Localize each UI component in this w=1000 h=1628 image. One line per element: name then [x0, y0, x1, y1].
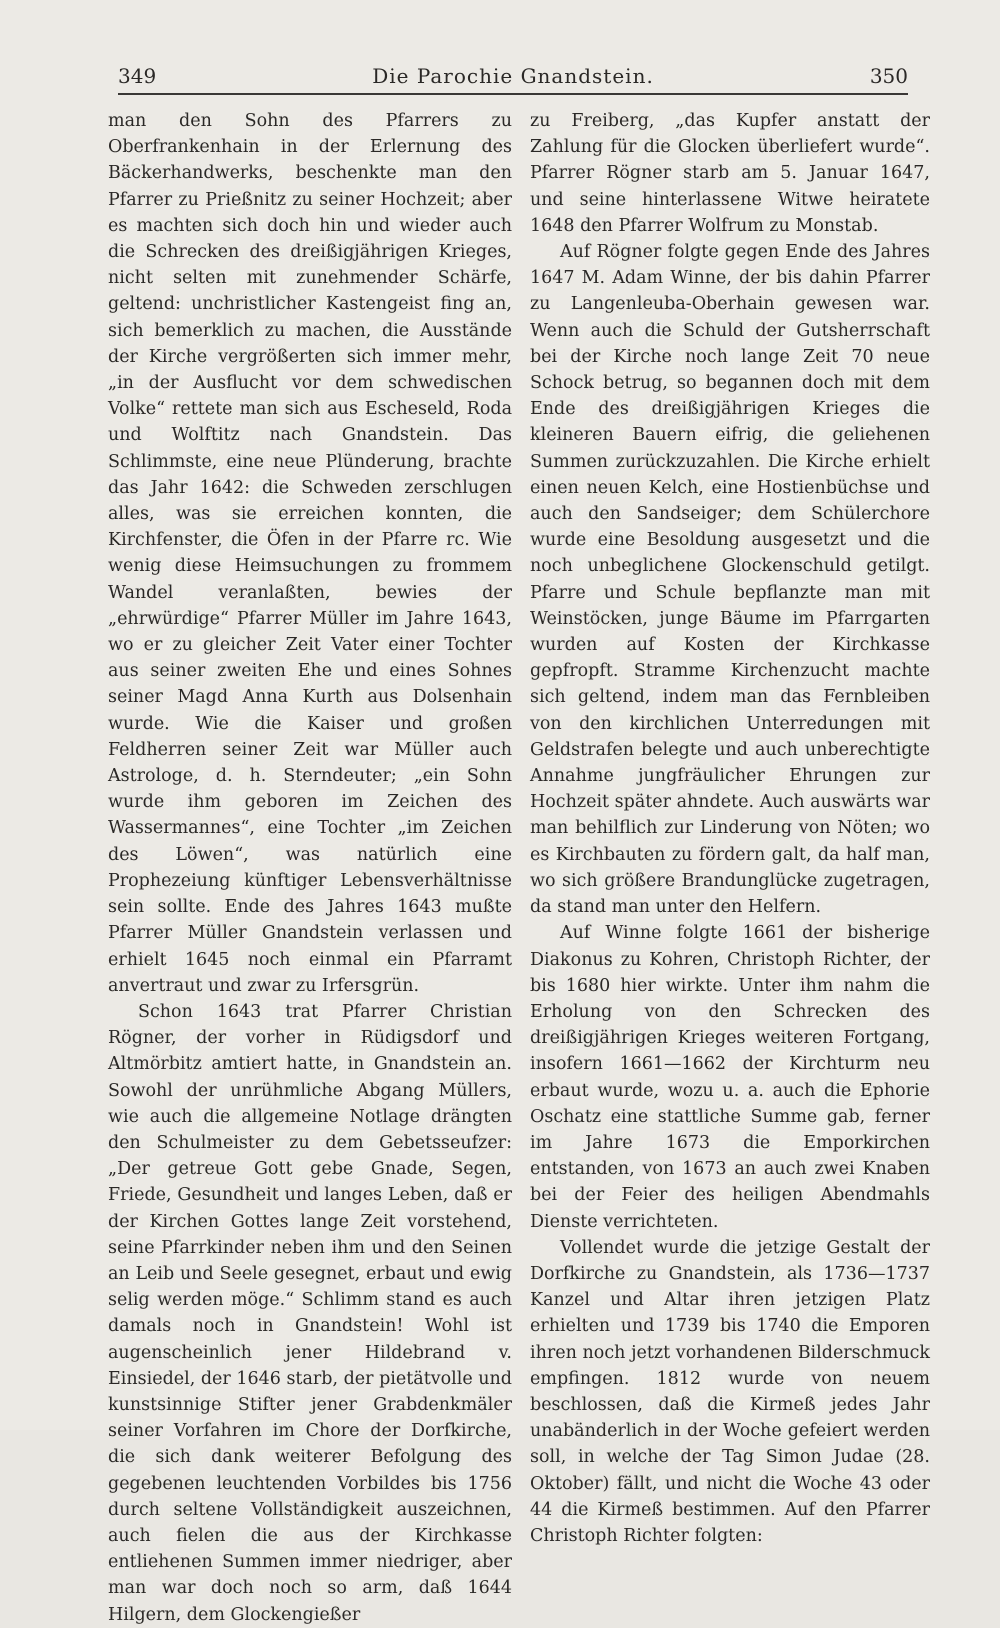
paragraph: zu Freiberg, „das Kupfer anstatt der Zahlung für die Glocken überliefert wurde“. Pfarrer Rögner starb am 5. Januar 1647, und seine hinterlassene Witwe heiratete 1648 den Pfarrer Wolfrum zu Monstab. [530, 111, 930, 236]
page-number-right: 350 [869, 64, 908, 88]
paragraph: Vollendet wurde die jetzige Gestalt der Dorfkirche zu Gnandstein, als 1736—1737 Kanzel und Altar ihren jetzigen Platz erhielten und 1739 bis 1740 die Emporen ihren noch jetzt vorhandenen Bilderschmuck empfingen. 1812 wurde von neuem beschlossen, daß die Kirmeß jedes Jahr unabänderlich in der Woche gefeiert werden soll, in welche der Tag Simon Judae (28. Oktober) fällt, und nicht die Woche 43 oder 44 die Kirmeß bestimmen. Auf den Pfarrer Christoph Richter folgten: [530, 1237, 930, 1546]
page-number-left: 349 [118, 64, 157, 88]
paragraph: Schon 1643 trat Pfarrer Christian Rögner, der vorher in Rüdigsdorf und Altmörbitz amtiert hatte, in Gnandstein an. Sowohl der unrühmliche Abgang Müllers, wie auch die allgemeine Notlage drängten den Schulmeister zu dem Gebetsseufzer: „Der getreue Gott gebe Gnade, Segen, Friede, Gesundheit und langes Leben, daß er der Kirchen Gottes lange Zeit vorstehend, seine Pfarrkinder neben ihm und den Seinen an Leib und Seele gesegnet, erbaut und ewig selig werden möge.“ Schlimm stand es auch damals noch in Gnandstein! Wohl ist augenscheinlich jener Hildebrand v. Einsiedel, der 1646 starb, der pietätvolle und kunstsinnige Stifter jener Grabdenkmäler seiner Vorfahren im Chore der Dorfkirche, die sich dank weiterer Befolgung des gegebenen leuchtenden Vorbildes bis 1756 durch seltene Vollständigkeit auszeichnen, auch fielen die aus der Kirchkasse entliehenen Summen immer niedriger, aber man war doch noch so arm, daß 1644 Hilgern, dem Glockengießer [108, 1001, 513, 1625]
left-column [108, 108, 512, 1628]
running-header [118, 64, 908, 94]
right-column [530, 108, 930, 1549]
paragraph: Auf Rögner folgte gegen Ende des Jahres 1647 M. Adam Winne, der bis dahin Pfarrer zu Langenleuba-Oberhain gewesen war. Wenn auch die Schuld der Gutsherrschaft bei der Kirche noch lange Zeit 70 neue Schock betrug, so begannen doch mit dem Ende des dreißigjährigen Krieges die kleineren Bauern eifrig, die geliehenen Summen zurückzuzahlen. Die Kirche erhielt einen neuen Kelch, eine Hostienbüchse und auch den Sandseiger; dem Schülerchore wurde eine Besoldung ausgesetzt und die noch unbeglichene Glockenschuld getilgt. Pfarre und Schule bepflanzte man mit Weinstöcken, junge Bäume im Pfarrgarten wurden auf Kosten der Kirchkasse gepfropft. Stramme Kirchenzucht machte sich geltend, indem man das Fernbleiben von den kirchlichen Unterredungen mit Geldstrafen belegte und auch unberechtigte Annahme jungfräulicher Ehrungen zur Hochzeit später ahndete. Auch auswärts war man behilflich zur Linderung von Nöten; wo es Kirchbauten zu fördern galt, da half man, wo sich größere Brandunglücke zugetragen, da stand man unter den Helfern. [530, 242, 930, 918]
running-title: Die Parochie Gnandstein. [372, 64, 654, 88]
paragraph: Auf Winne folgte 1661 der bisherige Diakonus zu Kohren, Christoph Richter, der bis 1680 hier wirkte. Unter ihm nahm die Erholung von den Schrecken des dreißigjährigen Krieges weiteren Fortgang, insofern 1661—1662 der Kirchturm neu erbaut wurde, wozu u. a. auch die Ephorie Oschatz eine stattliche Summe gab, ferner im Jahre 1673 die Emporkirchen entstanden, von 1673 an auch zwei Knaben bei der Feier des heiligen Abendmahls Dienste verrichteten. [530, 923, 930, 1232]
paragraph: man den Sohn des Pfarrers zu Oberfrankenhain in der Erlernung des Bäckerhandwerks, beschenkte man den Pfarrer zu Prießnitz zu seiner Hochzeit; aber es machten sich doch hin und wieder auch die Schrecken des dreißigjährigen Krieges, nicht selten mit zunehmender Schärfe, geltend: unchristlicher Kastengeist fing an, sich bemerklich zu machen, die Ausstände der Kirche vergrößerten sich immer mehr, „in der Ausflucht vor dem schwedischen Volke“ rettete man sich aus Escheseld, Roda und Wolftitz nach Gnandstein. Das Schlimmste, eine neue Plünderung, brachte das Jahr 1642: die Schweden zerschlugen alles, was sie erreichen konnten, die Kirchfenster, die Öfen in der Pfarre rc. Wie wenig diese Heimsuchungen zu frommem Wandel veranlaßten, bewies der „ehrwürdige“ Pfarrer Müller im Jahre 1643, wo er zu gleicher Zeit Vater einer Tochter aus seiner zweiten Ehe und eines Sohnes seiner Magd Anna Kurth aus Dolsenhain wurde. Wie die Kaiser und großen Feldherren seiner Zeit war Müller auch Astrologe, d. h. Sterndeuter; „ein Sohn wurde ihm geboren im Zeichen des Wassermannes“, eine Tochter „im Zeichen des Löwen“, was natürlich eine Prophezeiung künftiger Lebensverhältnisse sein sollte. Ende des Jahres 1643 mußte Pfarrer Müller Gnandstein verlassen und erhielt 1645 noch einmal ein Pfarramt anvertraut und zwar zu Irfersgrün. [108, 111, 512, 996]
header-rule [118, 93, 908, 95]
